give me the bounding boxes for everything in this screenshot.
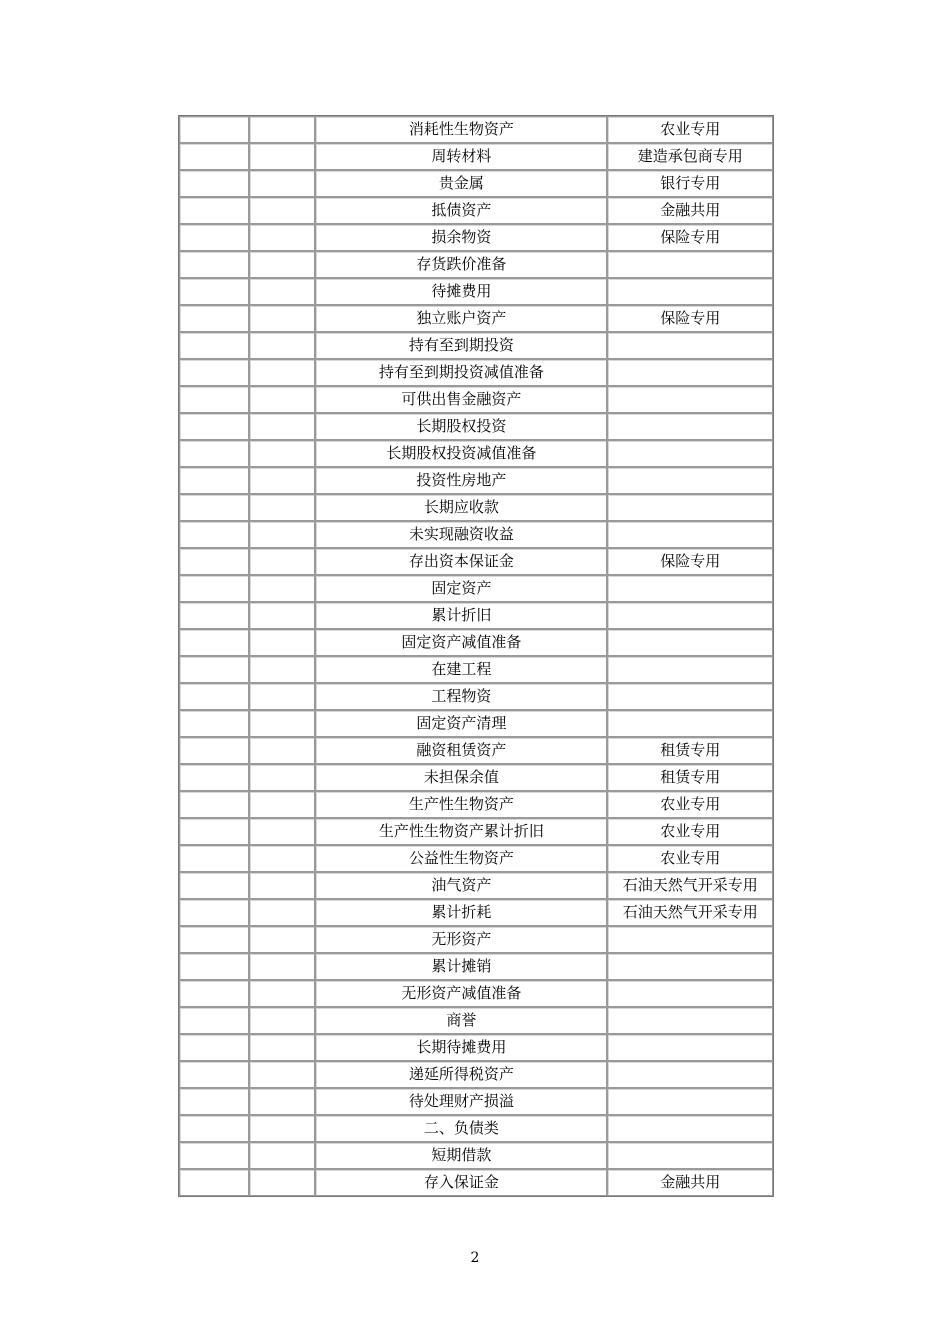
- sequence-cell: [249, 332, 315, 359]
- usage-note-cell: [607, 494, 773, 521]
- sequence-cell: [249, 1007, 315, 1034]
- code-cell: [179, 683, 249, 710]
- table-row: [179, 683, 773, 710]
- sequence-cell: [249, 413, 315, 440]
- usage-note-cell: [607, 278, 773, 305]
- sequence-cell: [249, 305, 315, 332]
- account-name-cell: 在建工程: [315, 656, 607, 683]
- code-cell: [179, 845, 249, 872]
- table-row: [179, 1034, 773, 1061]
- table-row: [179, 251, 773, 278]
- usage-note-cell: 租赁专用: [607, 737, 773, 764]
- code-cell: [179, 629, 249, 656]
- table-row: [179, 899, 773, 926]
- table-row: [179, 224, 773, 251]
- usage-note-cell: 保险专用: [607, 548, 773, 575]
- code-cell: [179, 1007, 249, 1034]
- sequence-cell: [249, 467, 315, 494]
- account-name-cell: 长期股权投资减值准备: [315, 440, 607, 467]
- usage-note-cell: [607, 332, 773, 359]
- code-cell: [179, 764, 249, 791]
- account-name-cell: 持有至到期投资减值准备: [315, 359, 607, 386]
- code-cell: [179, 1088, 249, 1115]
- code-cell: [179, 1061, 249, 1088]
- table-row: [179, 791, 773, 818]
- table-row: [179, 1169, 773, 1196]
- account-name-cell: 存出资本保证金: [315, 548, 607, 575]
- account-name-cell: 待处理财产损溢: [315, 1088, 607, 1115]
- table-row: [179, 764, 773, 791]
- page-number: 2: [470, 1250, 480, 1266]
- table-row: [179, 818, 773, 845]
- sequence-cell: [249, 251, 315, 278]
- account-name-cell: 长期待摊费用: [315, 1034, 607, 1061]
- table-row: [179, 845, 773, 872]
- account-name-cell: 可供出售金融资产: [315, 386, 607, 413]
- account-name-cell: 存货跌价准备: [315, 251, 607, 278]
- account-name-cell: 投资性房地产: [315, 467, 607, 494]
- code-cell: [179, 332, 249, 359]
- accounts-table-body: [179, 116, 773, 1196]
- usage-note-cell: [607, 467, 773, 494]
- sequence-cell: [249, 116, 315, 143]
- account-name-cell: 固定资产清理: [315, 710, 607, 737]
- account-name-cell: 未担保余值: [315, 764, 607, 791]
- code-cell: [179, 953, 249, 980]
- sequence-cell: [249, 737, 315, 764]
- usage-note-cell: 农业专用: [607, 791, 773, 818]
- account-name-cell: 贵金属: [315, 170, 607, 197]
- sequence-cell: [249, 629, 315, 656]
- accounts-table: [178, 115, 774, 1197]
- table-row: [179, 305, 773, 332]
- usage-note-cell: [607, 926, 773, 953]
- usage-note-cell: [607, 629, 773, 656]
- table-row: [179, 386, 773, 413]
- account-name-cell: 消耗性生物资产: [315, 116, 607, 143]
- table-row: [179, 170, 773, 197]
- code-cell: [179, 143, 249, 170]
- code-cell: [179, 224, 249, 251]
- sequence-cell: [249, 386, 315, 413]
- table-row: [179, 1007, 773, 1034]
- usage-note-cell: [607, 1115, 773, 1142]
- usage-note-cell: 保险专用: [607, 224, 773, 251]
- code-cell: [179, 251, 249, 278]
- account-name-cell: 抵债资产: [315, 197, 607, 224]
- account-name-cell: 累计摊销: [315, 953, 607, 980]
- account-name-cell: 二、负债类: [315, 1115, 607, 1142]
- code-cell: [179, 818, 249, 845]
- code-cell: [179, 656, 249, 683]
- account-name-cell: 周转材料: [315, 143, 607, 170]
- sequence-cell: [249, 278, 315, 305]
- usage-note-cell: [607, 1061, 773, 1088]
- table-row: [179, 1142, 773, 1169]
- table-row: [179, 548, 773, 575]
- sequence-cell: [249, 440, 315, 467]
- table-row: [179, 359, 773, 386]
- account-name-cell: 固定资产: [315, 575, 607, 602]
- usage-note-cell: 保险专用: [607, 305, 773, 332]
- code-cell: [179, 1142, 249, 1169]
- usage-note-cell: 银行专用: [607, 170, 773, 197]
- account-name-cell: 无形资产: [315, 926, 607, 953]
- usage-note-cell: [607, 1007, 773, 1034]
- table-row: [179, 1115, 773, 1142]
- usage-note-cell: [607, 1088, 773, 1115]
- table-row: [179, 980, 773, 1007]
- code-cell: [179, 548, 249, 575]
- code-cell: [179, 980, 249, 1007]
- code-cell: [179, 602, 249, 629]
- account-name-cell: 生产性生物资产: [315, 791, 607, 818]
- table-row: [179, 1088, 773, 1115]
- code-cell: [179, 872, 249, 899]
- sequence-cell: [249, 1034, 315, 1061]
- usage-note-cell: [607, 440, 773, 467]
- table-row: [179, 629, 773, 656]
- code-cell: [179, 278, 249, 305]
- usage-note-cell: [607, 980, 773, 1007]
- sequence-cell: [249, 926, 315, 953]
- usage-note-cell: [607, 575, 773, 602]
- usage-note-cell: 石油天然气开采专用: [607, 899, 773, 926]
- usage-note-cell: 金融共用: [607, 1169, 773, 1196]
- code-cell: [179, 197, 249, 224]
- sequence-cell: [249, 548, 315, 575]
- code-cell: [179, 710, 249, 737]
- code-cell: [179, 440, 249, 467]
- account-name-cell: 存入保证金: [315, 1169, 607, 1196]
- code-cell: [179, 737, 249, 764]
- table-row: [179, 602, 773, 629]
- sequence-cell: [249, 224, 315, 251]
- usage-note-cell: 农业专用: [607, 818, 773, 845]
- account-name-cell: 短期借款: [315, 1142, 607, 1169]
- table-row: [179, 710, 773, 737]
- table-row: [179, 1061, 773, 1088]
- code-cell: [179, 1169, 249, 1196]
- sequence-cell: [249, 980, 315, 1007]
- code-cell: [179, 899, 249, 926]
- table-row: [179, 953, 773, 980]
- code-cell: [179, 359, 249, 386]
- usage-note-cell: 石油天然气开采专用: [607, 872, 773, 899]
- account-name-cell: 工程物资: [315, 683, 607, 710]
- sequence-cell: [249, 170, 315, 197]
- usage-note-cell: [607, 386, 773, 413]
- table-row: [179, 656, 773, 683]
- account-name-cell: 长期应收款: [315, 494, 607, 521]
- account-name-cell: 独立账户资产: [315, 305, 607, 332]
- account-name-cell: 损余物资: [315, 224, 607, 251]
- usage-note-cell: [607, 413, 773, 440]
- account-name-cell: 递延所得税资产: [315, 1061, 607, 1088]
- code-cell: [179, 575, 249, 602]
- sequence-cell: [249, 575, 315, 602]
- sequence-cell: [249, 602, 315, 629]
- account-name-cell: 无形资产减值准备: [315, 980, 607, 1007]
- code-cell: [179, 1115, 249, 1142]
- account-name-cell: 累计折耗: [315, 899, 607, 926]
- table-row: [179, 413, 773, 440]
- account-name-cell: 未实现融资收益: [315, 521, 607, 548]
- account-name-cell: 生产性生物资产累计折旧: [315, 818, 607, 845]
- usage-note-cell: 金融共用: [607, 197, 773, 224]
- sequence-cell: [249, 494, 315, 521]
- sequence-cell: [249, 845, 315, 872]
- code-cell: [179, 116, 249, 143]
- usage-note-cell: [607, 1034, 773, 1061]
- code-cell: [179, 926, 249, 953]
- table-row: [179, 872, 773, 899]
- usage-note-cell: [607, 953, 773, 980]
- code-cell: [179, 305, 249, 332]
- sequence-cell: [249, 872, 315, 899]
- sequence-cell: [249, 1169, 315, 1196]
- table-row: [179, 440, 773, 467]
- code-cell: [179, 791, 249, 818]
- table-row: [179, 737, 773, 764]
- usage-note-cell: [607, 710, 773, 737]
- table-row: [179, 278, 773, 305]
- sequence-cell: [249, 710, 315, 737]
- code-cell: [179, 170, 249, 197]
- account-name-cell: 固定资产减值准备: [315, 629, 607, 656]
- sequence-cell: [249, 764, 315, 791]
- sequence-cell: [249, 1061, 315, 1088]
- sequence-cell: [249, 359, 315, 386]
- usage-note-cell: [607, 1142, 773, 1169]
- table-row: [179, 467, 773, 494]
- usage-note-cell: [607, 521, 773, 548]
- account-name-cell: 融资租赁资产: [315, 737, 607, 764]
- table-row: [179, 143, 773, 170]
- table-row: [179, 332, 773, 359]
- table-row: [179, 197, 773, 224]
- sequence-cell: [249, 521, 315, 548]
- account-name-cell: 累计折旧: [315, 602, 607, 629]
- usage-note-cell: 建造承包商专用: [607, 143, 773, 170]
- code-cell: [179, 521, 249, 548]
- usage-note-cell: [607, 683, 773, 710]
- account-name-cell: 商誉: [315, 1007, 607, 1034]
- account-name-cell: 待摊费用: [315, 278, 607, 305]
- table-row: [179, 926, 773, 953]
- code-cell: [179, 494, 249, 521]
- table-row: [179, 521, 773, 548]
- table-row: [179, 494, 773, 521]
- sequence-cell: [249, 656, 315, 683]
- code-cell: [179, 413, 249, 440]
- account-name-cell: 长期股权投资: [315, 413, 607, 440]
- sequence-cell: [249, 197, 315, 224]
- sequence-cell: [249, 1142, 315, 1169]
- code-cell: [179, 467, 249, 494]
- usage-note-cell: [607, 602, 773, 629]
- usage-note-cell: [607, 656, 773, 683]
- sequence-cell: [249, 1115, 315, 1142]
- code-cell: [179, 1034, 249, 1061]
- table-row: [179, 116, 773, 143]
- usage-note-cell: 农业专用: [607, 845, 773, 872]
- sequence-cell: [249, 899, 315, 926]
- sequence-cell: [249, 791, 315, 818]
- usage-note-cell: [607, 359, 773, 386]
- usage-note-cell: 农业专用: [607, 116, 773, 143]
- sequence-cell: [249, 1088, 315, 1115]
- account-name-cell: 公益性生物资产: [315, 845, 607, 872]
- sequence-cell: [249, 953, 315, 980]
- account-name-cell: 持有至到期投资: [315, 332, 607, 359]
- table-row: [179, 575, 773, 602]
- code-cell: [179, 386, 249, 413]
- sequence-cell: [249, 143, 315, 170]
- sequence-cell: [249, 683, 315, 710]
- account-name-cell: 油气资产: [315, 872, 607, 899]
- sequence-cell: [249, 818, 315, 845]
- usage-note-cell: [607, 251, 773, 278]
- usage-note-cell: 租赁专用: [607, 764, 773, 791]
